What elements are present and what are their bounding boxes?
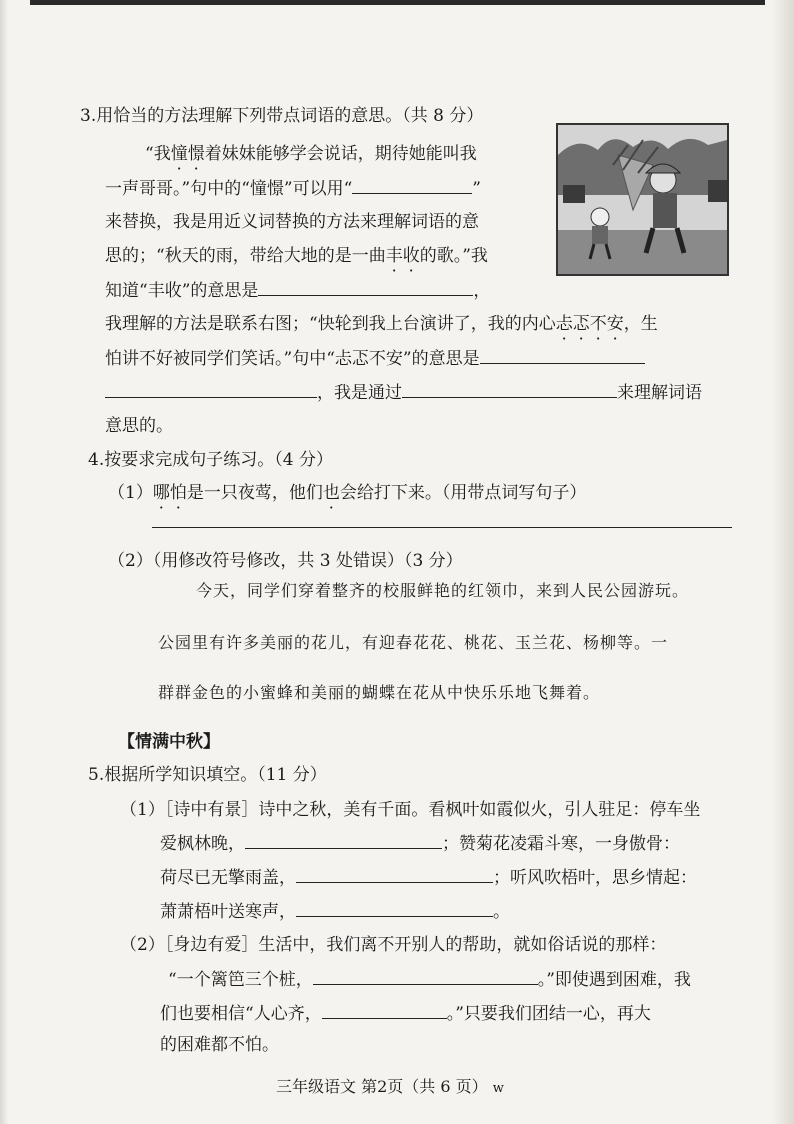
answer-blank-proverb1[interactable] (313, 968, 538, 985)
q3-line4: 思的；“秋天的雨，带给大地的是一曲丰收的歌。”我 (105, 246, 488, 266)
q5-title: 5.根据所学知识填空。（11 分） (88, 765, 327, 785)
harvest-illustration (556, 123, 729, 276)
scan-right-edge (772, 0, 794, 1124)
q3-line5: 知道“丰收”的意思是 ， (105, 281, 491, 301)
answer-blank-anxious-meaning[interactable] (480, 347, 645, 364)
q5-b1: （2）［身边有爱］生活中，我们离不开别人的帮助，就如俗话说的那样： (120, 935, 667, 955)
answer-line-sentence[interactable] (152, 527, 732, 528)
q3-line7: 怕讲不好被同学们笑话。”句中“忐忑不安”的意思是 (105, 347, 645, 370)
passage-line3: 群群金色的小蜜蜂和美丽的蝴蝶在花从中快乐乐地飞舞着。 (158, 683, 601, 702)
answer-blank-harvest[interactable] (258, 279, 473, 296)
q3-line3: 来替换，我是用近义词替换的方法来理解词语的意 (105, 212, 479, 232)
q4-sub2: （2）（用修改符号修改，共 3 处错误）（3 分） (108, 551, 463, 571)
q4-sub1: （1）哪怕是一只夜莺，他们也会给打下来。（用带点词写句子） (108, 483, 587, 503)
scan-top-border (30, 0, 765, 5)
section-heading: 【情满中秋】 (118, 732, 220, 752)
answer-blank-proverb2[interactable] (322, 1002, 447, 1019)
answer-blank-synonym[interactable] (352, 177, 472, 194)
answer-blank-poem2[interactable] (296, 866, 493, 883)
scan-left-edge (0, 0, 8, 1124)
footer-mark: w (492, 1081, 504, 1096)
q3-line9: 意思的。 (105, 416, 173, 436)
q4-title: 4.按要求完成句子练习。（4 分） (88, 450, 333, 470)
q5-b2: “一个篱笆三个桩， 。”即使遇到困难，我 (168, 970, 691, 990)
answer-blank-anxious-meaning-cont[interactable] (105, 381, 317, 398)
q5-a2: 爱枫林晚， ；赞菊花凌霜斗寒，一身傲骨： (160, 834, 680, 854)
answer-blank-poem1[interactable] (245, 832, 442, 849)
page-footer: 三年级语文 第2页（共 6 页） w (276, 1077, 504, 1096)
q5-a3: 荷尽已无擎雨盖， ；听风吹梧叶，思乡情起： (160, 868, 697, 888)
q5-b4: 的困难都不怕。 (160, 1035, 279, 1055)
q3-line2: 一声哥哥。”句中的“憧憬”可以用“ ” (105, 179, 481, 199)
passage-line2: 公园里有许多美丽的花儿，有迎春花花、桃花、玉兰花、杨柳等。一 (158, 633, 669, 652)
q3-line1: “我憧憬着妹妹能够学会说话，期待她能叫我 (145, 144, 477, 164)
q5-a1: （1）［诗中有景］诗中之秋，美有千面。看枫叶如霞似火，引人驻足：停车坐 (120, 800, 701, 820)
passage-line1: 今天，同学们穿着整齐的校服鲜艳的红领巾，来到人民公园游玩。 (196, 581, 690, 600)
q3-line8: ，我是通过 来理解词语 (105, 381, 702, 404)
q5-b3: 们也要相信“人心齐， 。”只要我们团结一心，再大 (160, 1004, 651, 1024)
q3-line6: 我理解的方法是联系右图；“快轮到我上台演讲了，我的内心忐忑不安，生 (105, 314, 658, 334)
answer-blank-poem3[interactable] (296, 900, 493, 917)
q3-title: 3.用恰当的方法理解下列带点词语的意思。（共 8 分） (80, 106, 484, 126)
q5-a4: 萧萧梧叶送寒声， 。 (160, 902, 510, 922)
answer-blank-method[interactable] (402, 381, 617, 398)
